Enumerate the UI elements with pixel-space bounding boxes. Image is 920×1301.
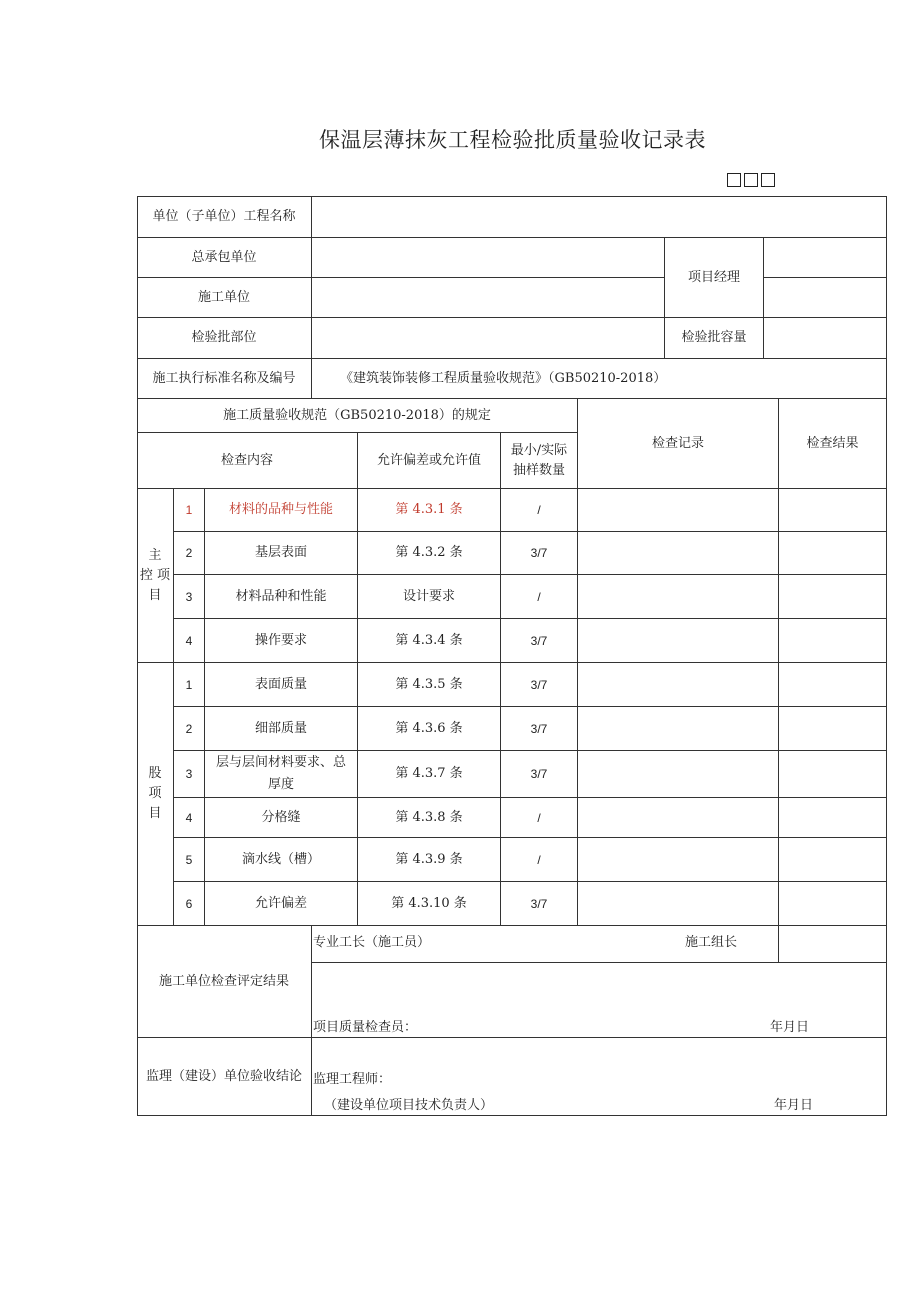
general-item-result-cell[interactable] xyxy=(779,663,887,707)
sample-header-line-2: 抽样数量 xyxy=(512,462,565,478)
main-item-result-cell[interactable] xyxy=(779,489,887,532)
group-label-line: 目 xyxy=(148,587,162,603)
general-item-number: 1 xyxy=(174,663,205,707)
general-item-allowance: 第 4.3.5 条 xyxy=(358,663,501,707)
content-line-2: 厚度 xyxy=(267,777,294,792)
general-item-content: 滴水线（槽） xyxy=(205,838,358,882)
general-item-content: 细部质量 xyxy=(205,707,358,751)
check-record-header: 检查记录 xyxy=(578,399,779,489)
general-item-allowance: 第 4.3.10 条 xyxy=(358,882,501,926)
construction-unit-field[interactable] xyxy=(312,278,665,318)
main-item-sample: / xyxy=(501,575,578,619)
inspection-capacity-field[interactable] xyxy=(764,318,887,359)
main-item-number: 2 xyxy=(174,532,205,575)
general-item-record-cell[interactable] xyxy=(578,798,779,838)
group-label-line: 股 xyxy=(148,766,162,781)
general-group-label xyxy=(137,663,174,926)
main-item-content: 基层表面 xyxy=(205,532,358,575)
main-item-record-cell[interactable] xyxy=(578,532,779,575)
general-item-allowance: 第 4.3.7 条 xyxy=(358,751,501,798)
team-leader-label: 施工组长 xyxy=(685,935,738,950)
general-item-allowance: 第 4.3.8 条 xyxy=(358,798,501,838)
owner-tech-label: （建设单位项目技术负责人） xyxy=(324,1098,494,1113)
main-item-content: 操作要求 xyxy=(205,619,358,663)
qc-inspector-label: 项目质量检查员： xyxy=(313,1020,418,1035)
group-label-line: 项 xyxy=(148,786,162,801)
general-item-result-cell[interactable] xyxy=(779,882,887,926)
general-item-content xyxy=(205,751,358,798)
main-item-result-cell[interactable] xyxy=(779,532,887,575)
construction-unit-label: 施工单位 xyxy=(137,278,312,318)
project-manager-label: 项目经理 xyxy=(665,238,764,318)
general-item-result-cell[interactable] xyxy=(779,751,887,798)
main-item-sample: / xyxy=(501,489,578,532)
main-item-allowance: 设计要求 xyxy=(358,575,501,619)
general-item-number: 2 xyxy=(174,707,205,751)
general-item-record-cell[interactable] xyxy=(578,882,779,926)
main-item-result-cell[interactable] xyxy=(779,619,887,663)
general-item-allowance: 第 4.3.9 条 xyxy=(358,838,501,882)
check-content-header: 检查内容 xyxy=(137,433,358,489)
date-label-2: 年月日 xyxy=(774,1098,814,1113)
general-item-content: 表面质量 xyxy=(205,663,358,707)
project-name-field[interactable] xyxy=(312,196,887,238)
inspection-part-label: 检验批部位 xyxy=(137,318,312,359)
general-item-sample: 3/7 xyxy=(501,663,578,707)
content-line-1: 层与层间材料要求、总 xyxy=(215,755,346,770)
main-control-group-label xyxy=(137,489,174,663)
main-item-content: 材料品种和性能 xyxy=(205,575,358,619)
general-item-content: 允许偏差 xyxy=(205,882,358,926)
check-result-header: 检查结果 xyxy=(779,399,887,489)
date-label: 年月日 xyxy=(770,1020,810,1035)
project-manager-field[interactable] xyxy=(764,238,887,278)
main-item-number: 4 xyxy=(174,619,205,663)
main-item-allowance: 第 4.3.4 条 xyxy=(358,619,501,663)
general-item-record-cell[interactable] xyxy=(578,751,779,798)
general-item-number: 5 xyxy=(174,838,205,882)
standard-value: 《建筑装饰装修工程质量验收规范》（GB50210-2018） xyxy=(312,359,887,399)
main-item-allowance: 第 4.3.1 条 xyxy=(358,489,501,532)
general-contractor-field[interactable] xyxy=(312,238,665,278)
general-item-allowance: 第 4.3.6 条 xyxy=(358,707,501,751)
foreman-label: 专业工长（施工员） xyxy=(313,935,431,950)
sample-header-line-1: 最小/实际 xyxy=(510,442,568,458)
group-label-line: 控 项 xyxy=(139,567,171,583)
supervision-label: 监理（建设）单位验收结论 xyxy=(137,1038,312,1116)
main-item-record-cell[interactable] xyxy=(578,619,779,663)
general-item-number: 6 xyxy=(174,882,205,926)
general-item-result-cell[interactable] xyxy=(779,798,887,838)
main-item-sample: 3/7 xyxy=(501,619,578,663)
main-item-sample: 3/7 xyxy=(501,532,578,575)
general-item-number: 4 xyxy=(174,798,205,838)
main-item-record-cell[interactable] xyxy=(578,489,779,532)
standard-label: 施工执行标准名称及编号 xyxy=(137,359,312,399)
general-item-result-cell[interactable] xyxy=(779,707,887,751)
project-name-label: 单位（子单位）工程名称 xyxy=(137,196,312,238)
general-contractor-label: 总承包单位 xyxy=(137,238,312,278)
general-item-sample: 3/7 xyxy=(501,751,578,798)
spec-rule-header: 施工质量验收规范（GB50210-2018）的规定 xyxy=(137,399,578,433)
general-item-record-cell[interactable] xyxy=(578,838,779,882)
main-item-content: 材料的品种与性能 xyxy=(205,489,358,532)
construction-eval-label: 施工单位检查评定结果 xyxy=(137,926,312,1038)
general-item-record-cell[interactable] xyxy=(578,707,779,751)
supervisor-label: 监理工程师： xyxy=(313,1072,392,1087)
general-item-content: 分格缝 xyxy=(205,798,358,838)
general-item-number: 3 xyxy=(174,751,205,798)
main-item-number: 3 xyxy=(174,575,205,619)
main-item-result-cell[interactable] xyxy=(779,575,887,619)
project-manager-field-2[interactable] xyxy=(764,278,887,318)
general-item-result-cell[interactable] xyxy=(779,838,887,882)
general-item-sample: / xyxy=(501,798,578,838)
general-item-record-cell[interactable] xyxy=(578,663,779,707)
inspection-part-field[interactable] xyxy=(312,318,665,359)
sample-count-header xyxy=(501,433,578,489)
inspection-capacity-label: 检验批容量 xyxy=(665,318,764,359)
general-item-sample: 3/7 xyxy=(501,882,578,926)
team-leader-sign-cell[interactable] xyxy=(779,926,887,963)
group-label-line: 目 xyxy=(148,806,162,821)
general-item-sample: / xyxy=(501,838,578,882)
main-item-number: 1 xyxy=(174,489,205,532)
group-label-line: 主 xyxy=(148,547,162,563)
main-item-record-cell[interactable] xyxy=(578,575,779,619)
general-item-sample: 3/7 xyxy=(501,707,578,751)
allowance-header: 允许偏差或允许值 xyxy=(358,433,501,489)
main-item-allowance: 第 4.3.2 条 xyxy=(358,532,501,575)
form-title: 保温层薄抹灰工程检验批质量验收记录表 xyxy=(319,128,706,152)
